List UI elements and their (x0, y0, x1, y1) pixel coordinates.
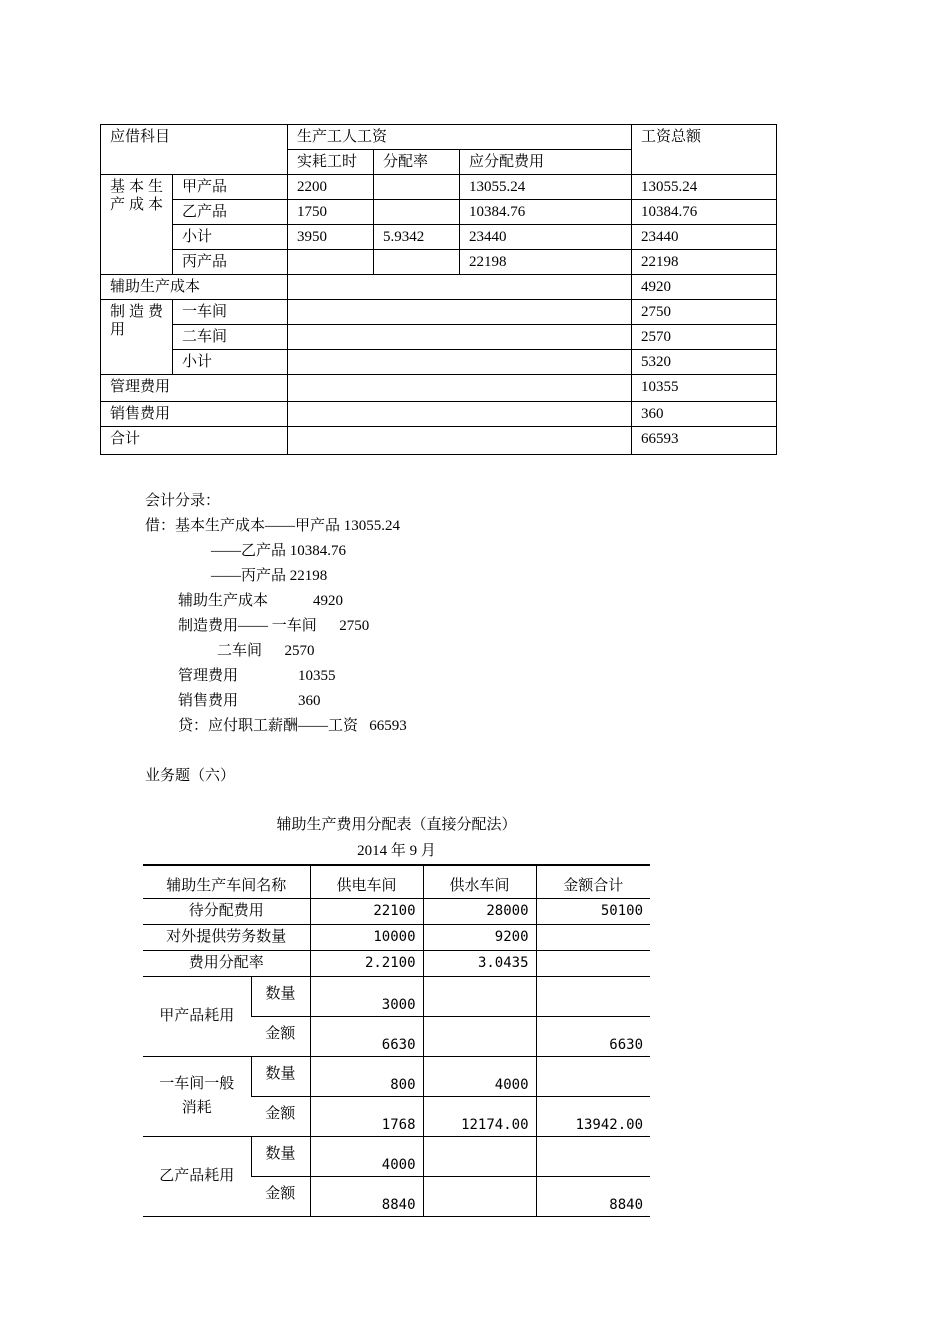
header-account: 应借科目 (101, 125, 288, 175)
journal-line: 借：基本生产成本——甲产品 13055.24 (145, 518, 401, 534)
header-name: 辅助生产车间名称 (143, 865, 310, 898)
aux-cost-label: 辅助生产成本 (101, 275, 288, 300)
qty-label: 数量 (251, 976, 310, 1016)
header-hours: 实耗工时 (288, 150, 374, 175)
cell-power: 10000 (310, 924, 423, 950)
group-label-line2: 消耗 (181, 1100, 212, 1116)
table-row (143, 865, 650, 898)
row-total: 2570 (632, 325, 777, 350)
row-total: 4920 (632, 275, 777, 300)
header-sum: 金额合计 (536, 865, 650, 898)
table-row (101, 200, 777, 225)
cell-power: 22100 (310, 898, 423, 924)
row-hours: 3950 (288, 225, 374, 250)
row-name: 甲产品 (173, 175, 288, 200)
cell-water: 4000 (423, 1056, 536, 1096)
cell-sum: 8840 (536, 1176, 650, 1216)
empty-cell (288, 325, 632, 350)
table-row (101, 275, 777, 300)
section-title: 业务题（六） (145, 768, 236, 784)
aux-allocation-table (143, 864, 650, 1217)
table-row (143, 1056, 650, 1096)
table-row (101, 350, 777, 375)
row-total: 23440 (632, 225, 777, 250)
to-allocate-label: 待分配费用 (143, 898, 310, 924)
table-row (101, 175, 777, 200)
cell-water (423, 1136, 536, 1176)
cell-power: 6630 (310, 1016, 423, 1056)
sales-label: 销售费用 (101, 402, 288, 427)
row-total: 10355 (632, 375, 777, 402)
group-label: 乙产品耗用 (143, 1136, 251, 1216)
table-row (101, 250, 777, 275)
qty-label: 数量 (251, 1136, 310, 1176)
cell-sum (536, 950, 650, 976)
row-total: 13055.24 (632, 175, 777, 200)
row-total: 66593 (632, 427, 777, 455)
cell-sum (536, 1056, 650, 1096)
service-qty-label: 对外提供劳务数量 (143, 924, 310, 950)
table-row (101, 300, 777, 325)
row-name: 乙产品 (173, 200, 288, 225)
header-power: 供电车间 (310, 865, 423, 898)
empty-cell (288, 402, 632, 427)
journal-line: 销售费用 360 (178, 693, 321, 709)
admin-label: 管理费用 (101, 375, 288, 402)
journal-line: 制造费用—— 一车间 2750 (178, 618, 370, 634)
cell-power: 800 (310, 1056, 423, 1096)
row-name: 丙产品 (173, 250, 288, 275)
table-row (101, 125, 777, 150)
group-label-line1: 一车间一般 (159, 1076, 235, 1092)
table-row (101, 402, 777, 427)
cell-power: 2.2100 (310, 950, 423, 976)
cell-sum: 50100 (536, 898, 650, 924)
mfg-overhead-label: 制造费用 (101, 300, 173, 375)
basic-cost-label: 基本生产成本 (101, 175, 173, 275)
cell-water (423, 1016, 536, 1056)
row-allocated: 10384.76 (460, 200, 632, 225)
group-label (143, 1056, 251, 1136)
cell-power: 1768 (310, 1096, 423, 1136)
row-allocated: 22198 (460, 250, 632, 275)
table-row (143, 950, 650, 976)
cell-water: 9200 (423, 924, 536, 950)
row-total: 360 (632, 402, 777, 427)
row-rate (374, 175, 460, 200)
header-rate: 分配率 (374, 150, 460, 175)
row-total: 2750 (632, 300, 777, 325)
table-row (143, 898, 650, 924)
table-row (101, 375, 777, 402)
row-allocated: 13055.24 (460, 175, 632, 200)
row-name: 二车间 (173, 325, 288, 350)
row-total: 5320 (632, 350, 777, 375)
row-allocated: 23440 (460, 225, 632, 250)
cell-sum (536, 924, 650, 950)
journal-line: ——丙产品 22198 (211, 568, 328, 584)
row-total: 22198 (632, 250, 777, 275)
amount-label: 金额 (251, 1096, 310, 1136)
header-total: 工资总额 (632, 125, 777, 175)
journal-title: 会计分录： (145, 493, 221, 509)
cell-power: 4000 (310, 1136, 423, 1176)
table-row (101, 225, 777, 250)
row-name: 小计 (173, 225, 288, 250)
row-total: 10384.76 (632, 200, 777, 225)
empty-cell (288, 427, 632, 455)
alloc-rate-label: 费用分配率 (143, 950, 310, 976)
row-name: 小计 (173, 350, 288, 375)
cell-water (423, 976, 536, 1016)
group-label: 甲产品耗用 (143, 976, 251, 1056)
table-row (101, 325, 777, 350)
cell-water: 28000 (423, 898, 536, 924)
empty-cell (288, 275, 632, 300)
journal-line: 二车间 2570 (217, 643, 315, 659)
cell-sum: 6630 (536, 1016, 650, 1056)
cell-power: 3000 (310, 976, 423, 1016)
qty-label: 数量 (251, 1056, 310, 1096)
cell-water: 3.0435 (423, 950, 536, 976)
table2-title: 辅助生产费用分配表（直接分配法） (276, 817, 517, 833)
row-hours: 1750 (288, 200, 374, 225)
table-row (101, 427, 777, 455)
header-water: 供水车间 (423, 865, 536, 898)
journal-line: ——乙产品 10384.76 (211, 543, 347, 559)
journal-line: 贷：应付职工薪酬——工资 66593 (178, 718, 407, 734)
cell-power: 8840 (310, 1176, 423, 1216)
cell-water (423, 1176, 536, 1216)
journal-line: 管理费用 10355 (178, 668, 336, 684)
table-row (143, 976, 650, 1016)
empty-cell (288, 350, 632, 375)
row-hours (288, 250, 374, 275)
amount-label: 金额 (251, 1176, 310, 1216)
row-rate: 5.9342 (374, 225, 460, 250)
row-rate (374, 250, 460, 275)
journal-line: 辅助生产成本 4920 (178, 593, 344, 609)
empty-cell (288, 300, 632, 325)
header-allocated: 应分配费用 (460, 150, 632, 175)
header-wages-group: 生产工人工资 (288, 125, 632, 150)
wage-allocation-table (100, 124, 777, 455)
cell-water: 12174.00 (423, 1096, 536, 1136)
row-name: 一车间 (173, 300, 288, 325)
row-rate (374, 200, 460, 225)
amount-label: 金额 (251, 1016, 310, 1056)
table2-date: 2014 年 9 月 (357, 843, 436, 859)
empty-cell (288, 375, 632, 402)
cell-sum: 13942.00 (536, 1096, 650, 1136)
cell-sum (536, 976, 650, 1016)
row-hours: 2200 (288, 175, 374, 200)
sum-label: 合计 (101, 427, 288, 455)
cell-sum (536, 1136, 650, 1176)
table-row (143, 924, 650, 950)
table-row (143, 1136, 650, 1176)
